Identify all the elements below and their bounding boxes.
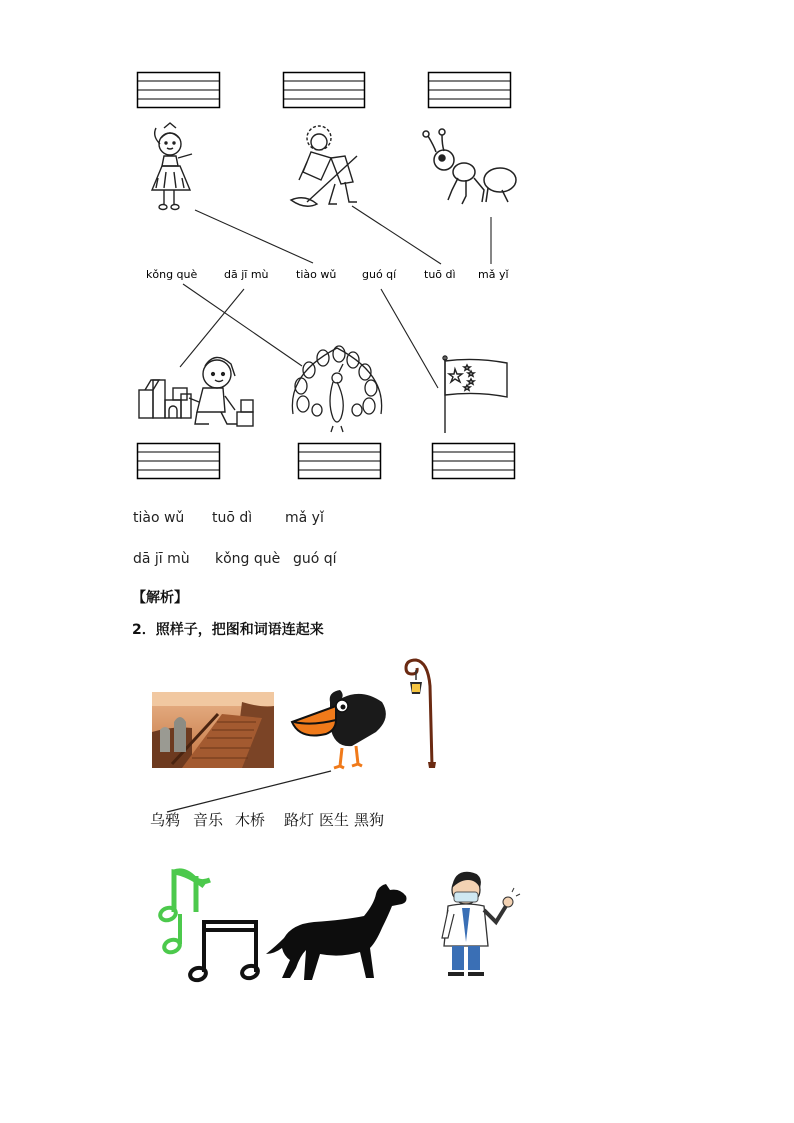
- pinyin-label-tuodi: tuō dì: [424, 268, 456, 281]
- pinyin-label-kongque: kǒng què: [146, 268, 198, 281]
- answer-tiaowu: tiào wǔ: [133, 510, 185, 526]
- pinyin-label-tiaowu: tiào wǔ: [296, 268, 337, 281]
- word-crow: 乌鸦: [150, 811, 181, 829]
- music-notes-image: [158, 866, 264, 982]
- answer-guoqi: guó qí: [293, 551, 337, 567]
- word-music: 音乐: [193, 811, 224, 829]
- word-doctor: 医生: [319, 811, 350, 829]
- answer-dajimu: dā jī mù: [133, 551, 190, 567]
- answer-mayi: mǎ yǐ: [285, 510, 324, 526]
- doctor-image: [438, 870, 520, 976]
- word-black-dog: 黑狗: [354, 811, 385, 829]
- pinyin-label-mayi: mǎ yǐ: [478, 268, 509, 281]
- question-2-title: 2．照样子，把图和词语连起来: [132, 622, 324, 638]
- pinyin-label-guoqi: guó qí: [362, 268, 397, 281]
- black-dog-image: [274, 884, 410, 982]
- answer-tuodi: tuō dì: [212, 510, 253, 526]
- analysis-heading: 【解析】: [132, 590, 188, 606]
- word-street-lamp: 路灯: [284, 811, 315, 829]
- word-wooden-bridge: 木桥: [235, 811, 266, 829]
- answer-kongque: kǒng què: [215, 551, 281, 567]
- pinyin-label-dajimu: dā jī mù: [224, 268, 269, 281]
